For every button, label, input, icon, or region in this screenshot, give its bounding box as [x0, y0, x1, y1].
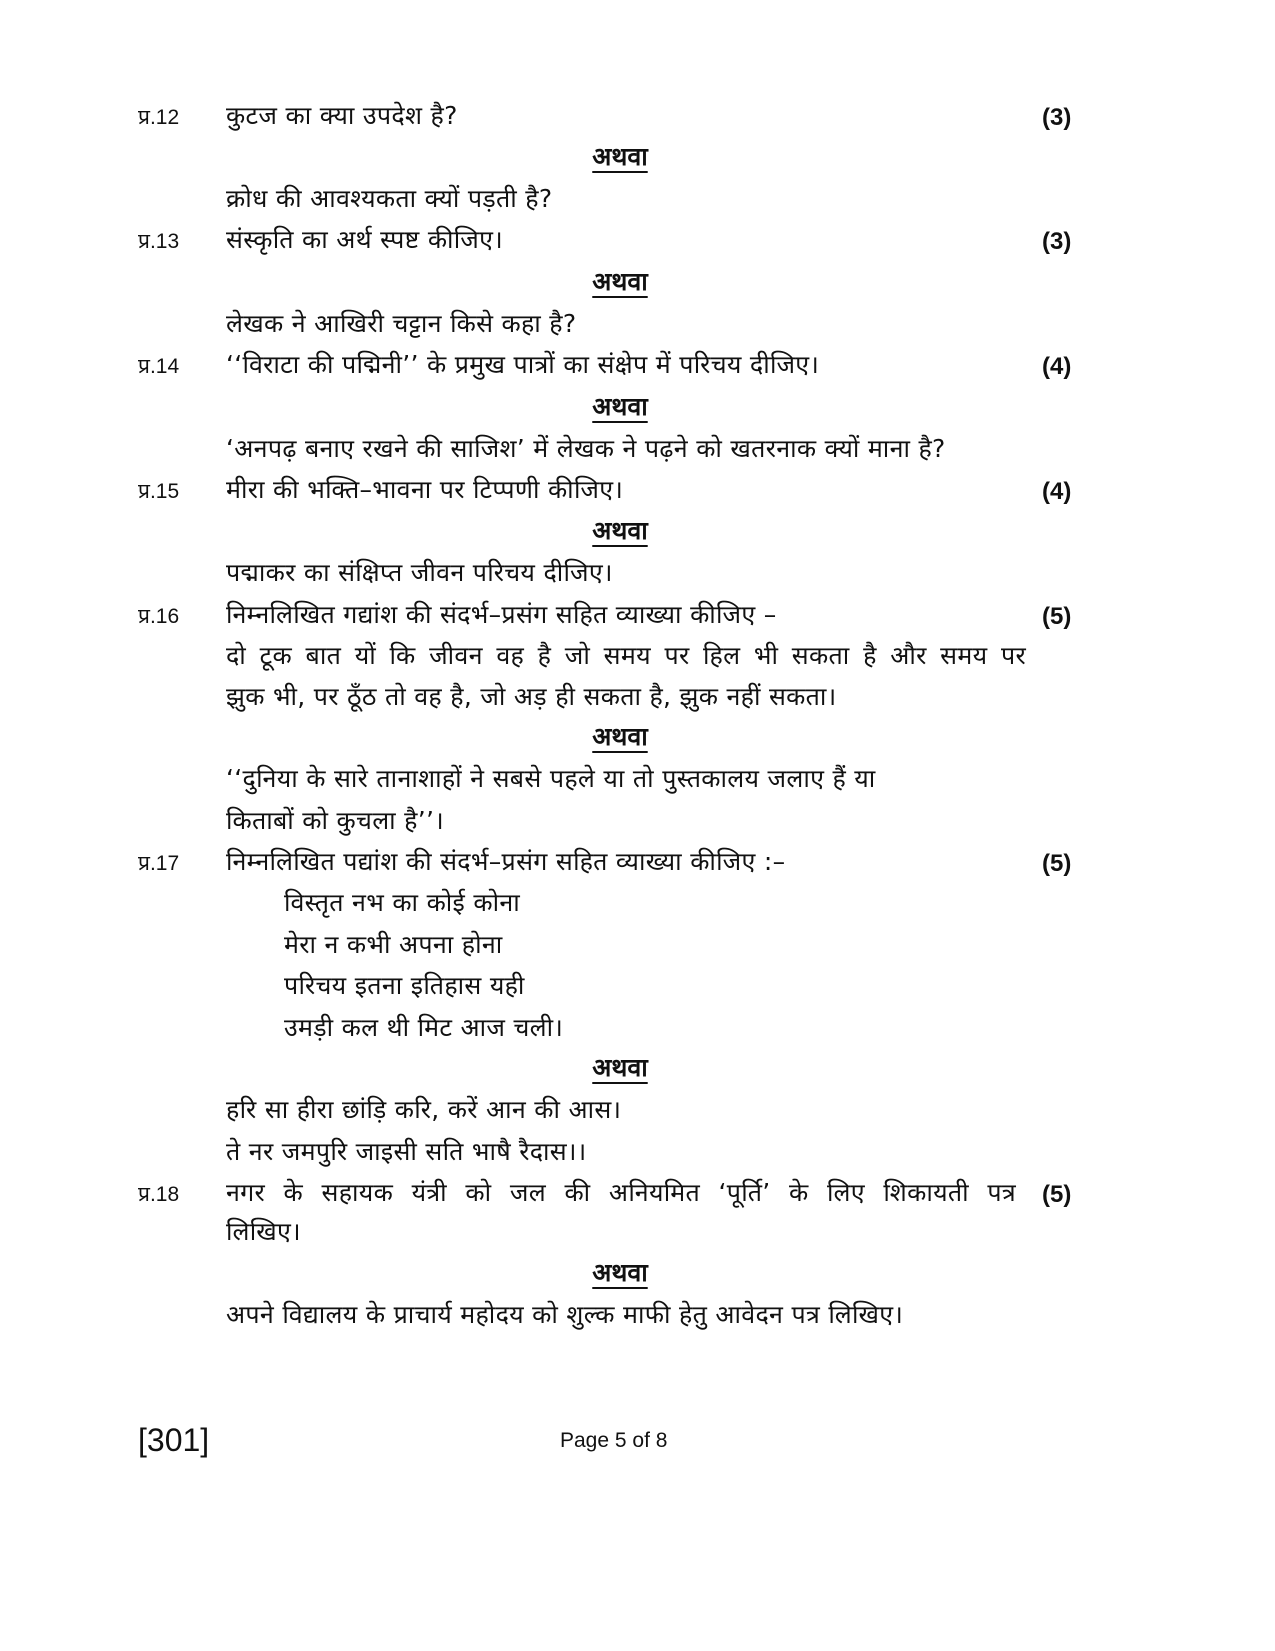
question-14-alternative: ‘अनपढ़ बनाए रखने की साजिश’ में लेखक ने पढ़ने को खतरनाक क्यों माना है? — [226, 434, 946, 463]
athva-label: अथवा — [592, 267, 648, 296]
question-15-text: मीरा की भक्ति–भावना पर टिप्पणी कीजिए। — [226, 475, 624, 504]
poem-line: मेरा न कभी अपना होना — [284, 930, 503, 959]
athva-label: अथवा — [592, 142, 648, 171]
athva-heading-14 — [520, 390, 720, 424]
question-16-alternative-line-1: ‘‘दुनिया के सारे तानाशाहों ने सबसे पहले या तो पुस्तकालय जलाए हैं या — [226, 764, 876, 793]
question-number-13: प्र.13 — [138, 230, 180, 253]
athva-label: अथवा — [592, 1258, 648, 1287]
paper-code: [301] — [138, 1422, 210, 1458]
athva-heading-15 — [520, 514, 720, 548]
question-16-passage-line-1: दो टूक बात यों कि जीवन वह है जो समय पर हिल भी सकता है और समय पर — [226, 641, 1026, 670]
athva-heading-18 — [520, 1256, 720, 1290]
athva-heading-17 — [520, 1051, 720, 1085]
question-12-marks: (3) — [1042, 104, 1072, 131]
question-14-text: ‘‘विराटा की पद्मिनी’’ के प्रमुख पात्रों का संक्षेप में परिचय दीजिए। — [226, 350, 820, 379]
question-number-17: प्र.17 — [138, 852, 180, 875]
question-17-alternative-line-2: ते नर जमपुरि जाइसी सति भाषै रैदास।। — [226, 1137, 587, 1166]
question-number-15: प्र.15 — [138, 480, 180, 503]
question-18-marks: (5) — [1042, 1181, 1072, 1208]
athva-label: अथवा — [592, 516, 648, 545]
question-14-marks: (4) — [1042, 353, 1072, 380]
question-16-alternative-line-2: किताबों को कुचला है’’। — [226, 806, 445, 835]
question-number-16: प्र.16 — [138, 605, 180, 628]
athva-heading-16 — [520, 720, 720, 754]
question-13-marks: (3) — [1042, 228, 1072, 255]
question-15-alternative: पद्माकर का संक्षिप्त जीवन परिचय दीजिए। — [226, 558, 613, 587]
question-16-marks: (5) — [1042, 603, 1072, 630]
athva-label: अथवा — [592, 1053, 648, 1082]
athva-heading-13 — [520, 265, 720, 299]
question-16-text: निम्नलिखित गद्यांश की संदर्भ–प्रसंग सहित व्याख्या कीजिए – — [226, 600, 777, 629]
question-17-alternative-line-1: हरि सा हीरा छांड़ि करि, करें आन की आस। — [226, 1095, 622, 1124]
question-12-alternative: क्रोध की आवश्यकता क्यों पड़ती है? — [226, 184, 553, 213]
question-16-passage-line-2: झुक भी, पर ठूँठ तो वह है, जो अड़ ही सकता है, झुक नहीं सकता। — [226, 682, 837, 711]
poem-line: परिचय इतना इतिहास यही — [284, 971, 525, 1000]
page-number: Page 5 of 8 — [560, 1429, 668, 1452]
poem-line: उमड़ी कल थी मिट आज चली। — [284, 1013, 564, 1042]
question-13-text: संस्कृति का अर्थ स्पष्ट कीजिए। — [226, 225, 504, 254]
question-17-marks: (5) — [1042, 850, 1072, 877]
question-17-text: निम्नलिखित पद्यांश की संदर्भ–प्रसंग सहित व्याख्या कीजिए :– — [226, 847, 786, 876]
athva-heading-12 — [520, 140, 720, 174]
question-12-text: कुटज का क्या उपदेश है? — [226, 101, 458, 130]
question-number-14: प्र.14 — [138, 355, 180, 378]
poem-line: विस्तृत नभ का कोई कोना — [284, 888, 520, 917]
question-18-alternative: अपने विद्यालय के प्राचार्य महोदय को शुल्क माफी हेतु आवेदन पत्र लिखिए। — [226, 1300, 904, 1329]
question-13-alternative: लेखक ने आखिरी चट्टान किसे कहा है? — [226, 309, 577, 338]
question-15-marks: (4) — [1042, 478, 1072, 505]
athva-label: अथवा — [592, 392, 648, 421]
question-number-18: प्र.18 — [138, 1183, 180, 1206]
question-number-12: प्र.12 — [138, 106, 180, 129]
question-18-text-line-1: नगर के सहायक यंत्री को जल की अनियमित ‘पूर्ति’ के लिए शिकायती पत्र — [226, 1178, 1016, 1207]
athva-label: अथवा — [592, 722, 648, 751]
question-18-text-line-2: लिखिए। — [226, 1217, 301, 1246]
